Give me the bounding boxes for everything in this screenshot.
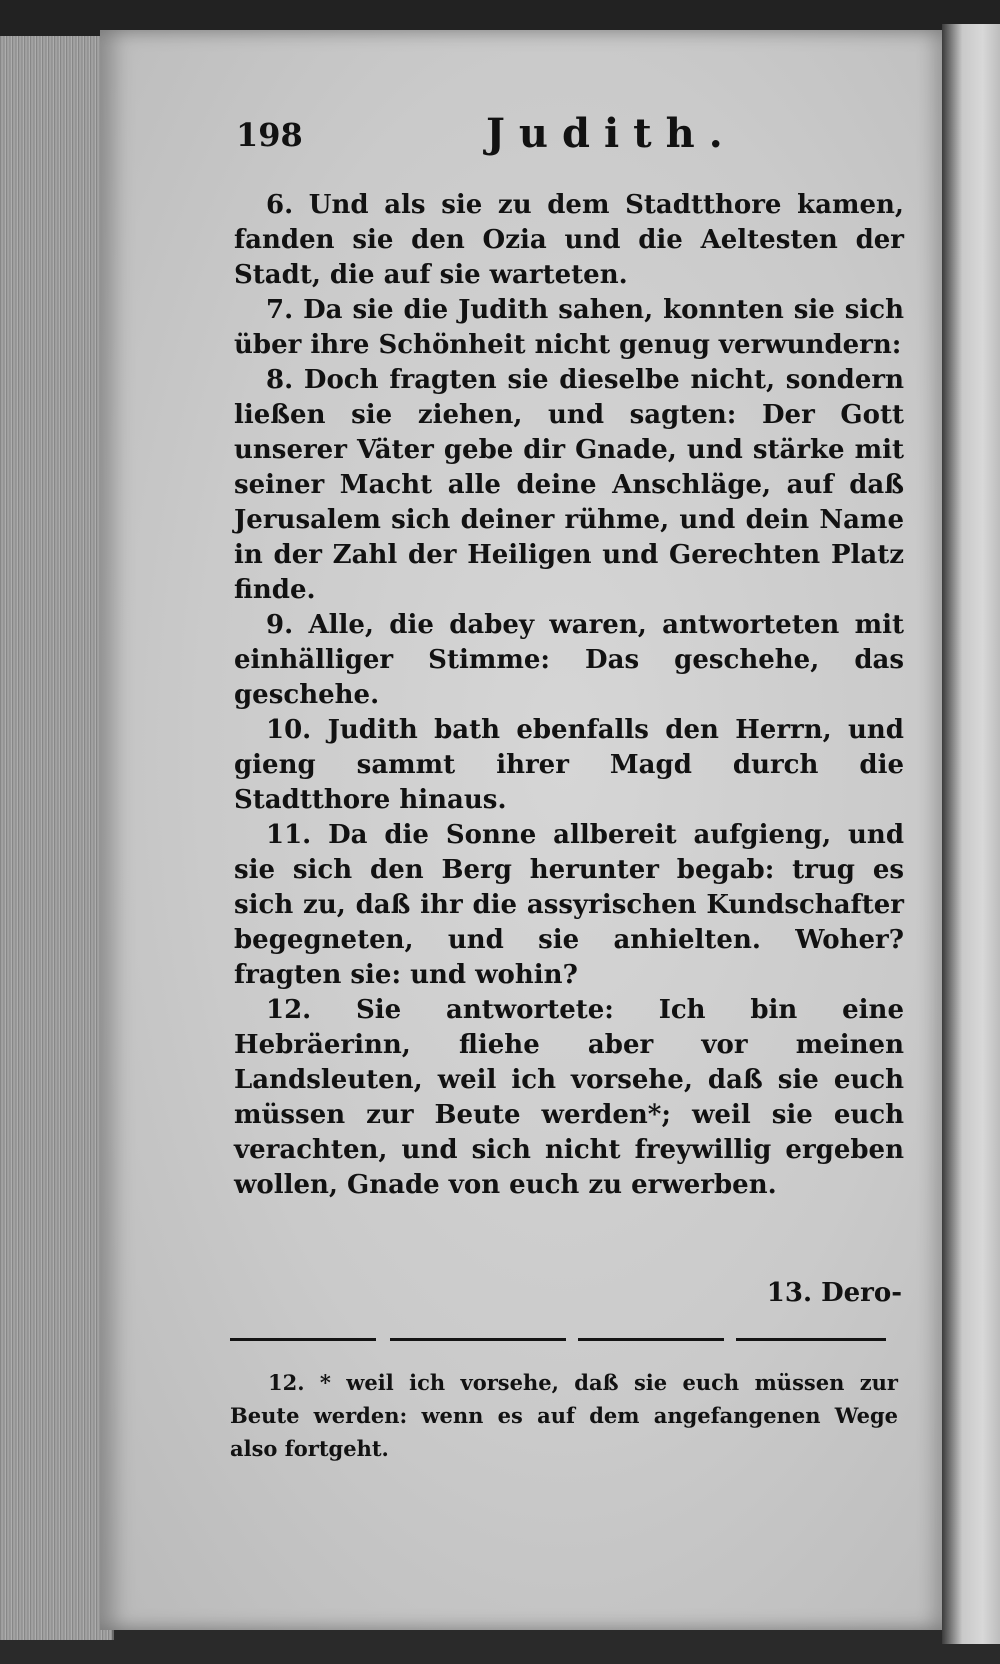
separator-rule [578, 1338, 724, 1341]
verse-6: 6. Und als sie zu dem Stadtthore kamen, fanden sie den Ozia und die Aeltesten der Stadt, die auf sie warteten. [234, 190, 904, 290]
verse-11: 11. Da die Sonne allbereit aufgieng, und sie sich den Berg herunter begab: trug es sich zu, daß ihr die assyrischen Kundschafter begegneten, und sie anhielten. Woher? fragten sie: und wohin? [234, 820, 904, 990]
verse-12: 12. Sie antwortete: Ich bin eine Hebräerinn, fliehe aber vor meinen Landsleuten, weil ich vorsehe, daß sie euch müssen zur Beute werden*; weil sie euch verachten, und sich nicht freywillig ergeben wollen, Gnade von euch zu erwerben. [234, 995, 904, 1200]
running-head: Judith. [486, 110, 737, 157]
page-number: 198 [236, 116, 303, 154]
verse-9: 9. Alle, die dabey waren, antworteten mit einhälliger Stimme: Das geschehe, das geschehe. [234, 610, 904, 710]
facing-page-edge [942, 24, 1000, 1644]
footnote: 12. * weil ich vorsehe, daß sie euch müssen zur Beute werden: wenn es auf dem angefangenen Wege also fortgeht. [230, 1370, 898, 1461]
stacked-page-edges [0, 36, 114, 1640]
separator-rule [390, 1338, 566, 1341]
footnote-separator [230, 1338, 886, 1342]
page-header [236, 110, 900, 166]
catchword: 13. Dero- [766, 1278, 902, 1308]
verse-7: 7. Da sie die Judith sahen, konnten sie sich über ihre Schönheit nicht genug verwundern: [234, 295, 904, 360]
separator-rule [736, 1338, 886, 1341]
verse-10: 10. Judith bath ebenfalls den Herrn, und gieng sammt ihrer Magd durch die Stadtthore hinaus. [234, 715, 904, 815]
separator-rule [230, 1338, 376, 1341]
verse-body [234, 188, 904, 1203]
verse-8: 8. Doch fragten sie dieselbe nicht, sondern ließen sie ziehen, und sagten: Der Gott unserer Väter gebe dir Gnade, und stärke mit seiner Macht alle deine Anschläge, auf daß Jerusalem sich deiner rühme, und dein Name in der Zahl der Heiligen und Gerechten Platz finde. [234, 365, 904, 605]
